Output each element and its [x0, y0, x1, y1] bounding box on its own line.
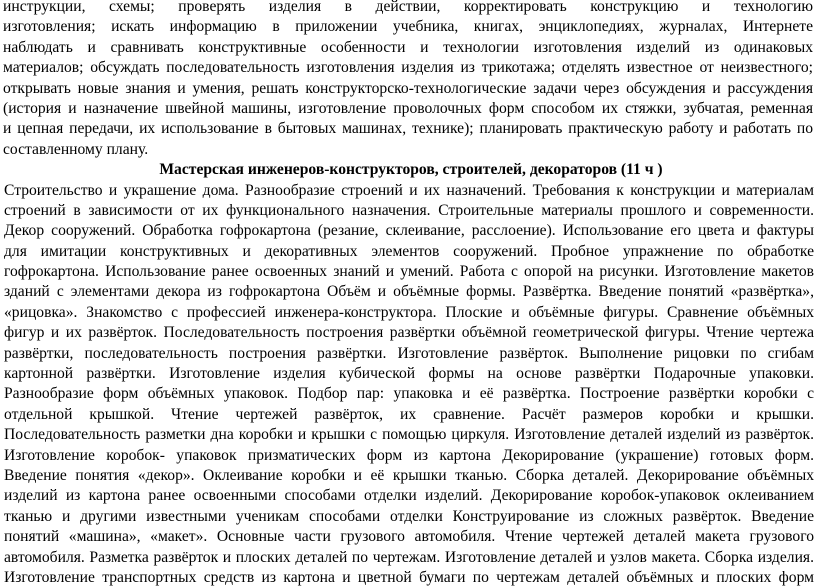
section-heading: Мастерская инженеров-конструкторов, строителей, декораторов (11 ч ) — [159, 161, 663, 179]
text-line: (история и назначение швейной машины, изготовление проволочных форм способом их стяжки, зубчатая, ременная — [3, 99, 813, 117]
text-line: Введение понятия «декор». Оклеивание коробки и её крышки тканью. Сборка деталей. Декорирование объёмных — [4, 466, 814, 484]
text-line: изготовления; искать информацию в приложении учебника, книгах, энциклопедиях, журналах, Интернете — [3, 18, 813, 36]
text-line: Строительство и украшение дома. Разнообразие строений и их назначений. Требования к конструкции и материалам — [4, 181, 814, 199]
intro-paragraph — [0, 0, 816, 160]
text-line: Декор сооружений. Обработка гофрокартона (резание, склеивание, расслоение). Использование его цвета и фактуры — [4, 222, 814, 240]
text-line: гофрокартона. Использование ранее освоенных знаний и умений. Работа с опорой на рисунки. Изготовление макетов — [4, 263, 814, 281]
text-line: отдельной крышкой. Чтение чертежей развёрток, их сравнение. Расчёт размеров коробки и крышки. — [4, 405, 814, 423]
text-line: инструкции, схемы; проверять изделия в действии, корректировать конструкцию и технологию — [3, 0, 813, 15]
text-line: материалов; обсуждать последовательность изготовления изделия из трикотажа; отделять известное от неизвестного; — [3, 59, 813, 77]
text-line: изделий из картона ранее освоенными способами отделки изделий. Декорирование коробок-упаковок оклеиванием — [4, 487, 814, 505]
text-line: автомобиля. Разметка развёрток и плоских деталей по чертежам. Изготовление деталей и узлов макета. Сборка изделия. — [4, 548, 814, 566]
text-line: фигур и их развёрток. Последовательность построения развёртки объёмной геометрической фигуры. Чтение чертежа — [4, 324, 814, 342]
text-line: и цепная передачи, их использование в бытовых машинах, технике); планировать практическую работу и работать по — [3, 120, 813, 138]
section-body — [0, 181, 816, 588]
text-line: зданий с элементами декора из гофрокартона Объём и объёмные формы. Развёртка. Введение понятий «развёртка», — [4, 283, 814, 301]
text-line: Разнообразие форм объёмных упаковок. Подбор пар: упаковка и её развёртка. Построение развёртки коробки с — [4, 385, 814, 403]
text-line: картонной развёртки. Изготовление изделия кубической формы на основе развёртки Подарочные упаковки. — [4, 365, 814, 383]
text-line: Последовательность разметки дна коробки и крышки с помощью циркуля. Изготовление деталей изделий из развёрток. — [4, 426, 814, 444]
text-line: развёртки, последовательность построения развёртки. Изготовление развёрток. Выполнение рицовки по сгибам — [4, 344, 814, 362]
text-line: «рицовка». Знакомство с профессией инженера-конструктора. Плоские и объёмные фигуры. Сравнение объёмных — [4, 303, 814, 321]
text-line: Изготовление транспортных средств из картона и цветной бумаги по чертежам деталей объёмных и плоских форм — [4, 568, 814, 586]
text-line: Изготовление коробок- упаковок призматических форм из картона Декорирование (украшение) готовых форм. — [4, 446, 814, 464]
text-line: понятий «машина», «макет». Основные части грузового автомобиля. Чтение чертежей деталей макета грузового — [4, 528, 814, 546]
text-line: для имитации конструктивных и декоративных элементов сооружений. Пробное упражнение по обработке — [4, 242, 814, 260]
text-line: составленному плану. — [3, 140, 149, 158]
text-line: открывать новые знания и умения, решать конструкторско-технологические задачи через обсуждения и рассуждения — [3, 79, 813, 97]
text-line: строений в зависимости от их функционального назначения. Строительные материалы прошлого и современности. — [4, 201, 814, 219]
text-line: тканью и другими известными ученикам способами отделки Конструирование из сложных развёрток. Введение — [4, 507, 814, 525]
text-line: наблюдать и сравнивать конструктивные особенности и технологии изготовления изделий из одинаковых — [3, 38, 813, 56]
